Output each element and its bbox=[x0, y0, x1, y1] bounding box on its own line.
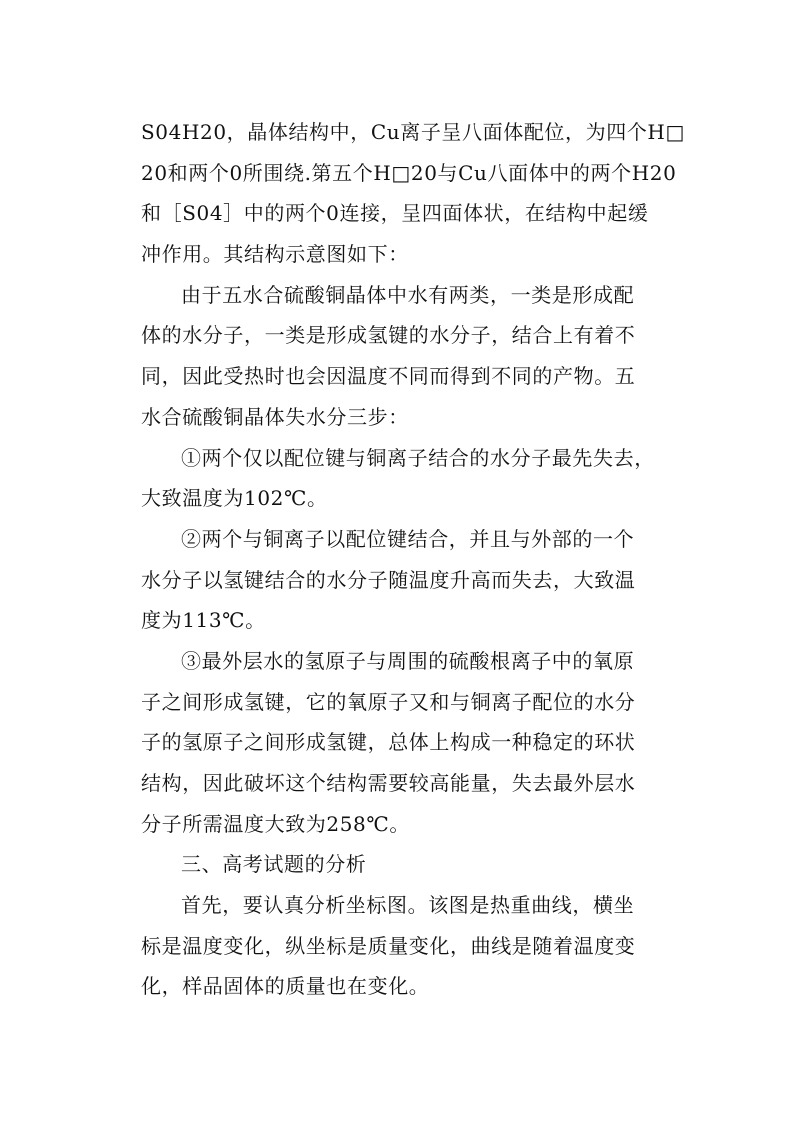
text-line: 标是温度变化，纵坐标是质量变化，曲线是随着温度变 bbox=[141, 933, 636, 958]
text-line: 结构，因此破坏这个结构需要较高能量，失去最外层水 bbox=[141, 771, 636, 795]
text-line: 同，因此受热时也会因温度不同而得到不同的产物。五 bbox=[141, 364, 636, 389]
text-line: 冲作用。其结构示意图如下： bbox=[141, 242, 409, 267]
section-heading: 三、高考试题的分析 bbox=[181, 852, 367, 877]
text-line: 子的氢原子之间形成氢键，总体上构成一种稳定的环状 bbox=[141, 730, 636, 755]
paragraph-first-line: 首先，要认真分析坐标图。该图是热重曲线，横坐 bbox=[181, 893, 635, 918]
text-line: 化，样品固体的质量也在变化。 bbox=[141, 974, 430, 999]
step-one-line: ①两个仅以配位键与铜离子结合的水分子最先失去， bbox=[181, 445, 655, 470]
text-line: 体的水分子，一类是形成氢键的水分子，结合上有着不 bbox=[141, 323, 636, 348]
text-line: 和［S04］中的两个0连接，呈四面体状，在结构中起缓 bbox=[141, 201, 649, 226]
text-line: 大致温度为102℃。 bbox=[141, 486, 328, 511]
step-three-line: ③最外层水的氢原子与周围的硫酸根离子中的氧原 bbox=[181, 648, 635, 673]
text-line: 水分子以氢键结合的水分子随温度升高而失去，大致温 bbox=[141, 567, 636, 592]
text-line: S04H20，晶体结构中，Cu离子呈八面体配位，为四个H□ bbox=[141, 120, 685, 144]
step-two-line: ②两个与铜离子以配位键结合，并且与外部的一个 bbox=[181, 526, 635, 551]
document-body bbox=[141, 112, 685, 1007]
text-line: 分子所需温度大致为258℃。 bbox=[141, 811, 410, 836]
text-line: 水合硫酸铜晶体失水分三步： bbox=[141, 404, 409, 429]
text-line: 度为113℃。 bbox=[141, 608, 266, 633]
paragraph-first-line: 由于五水合硫酸铜晶体中水有两类，一类是形成配 bbox=[181, 282, 635, 307]
text-line: 20和两个0所围绕.第五个H□20与Cu八面体中的两个H20 bbox=[141, 160, 677, 185]
text-line: 子之间形成氢键，它的氧原子又和与铜离子配位的水分 bbox=[141, 689, 636, 714]
